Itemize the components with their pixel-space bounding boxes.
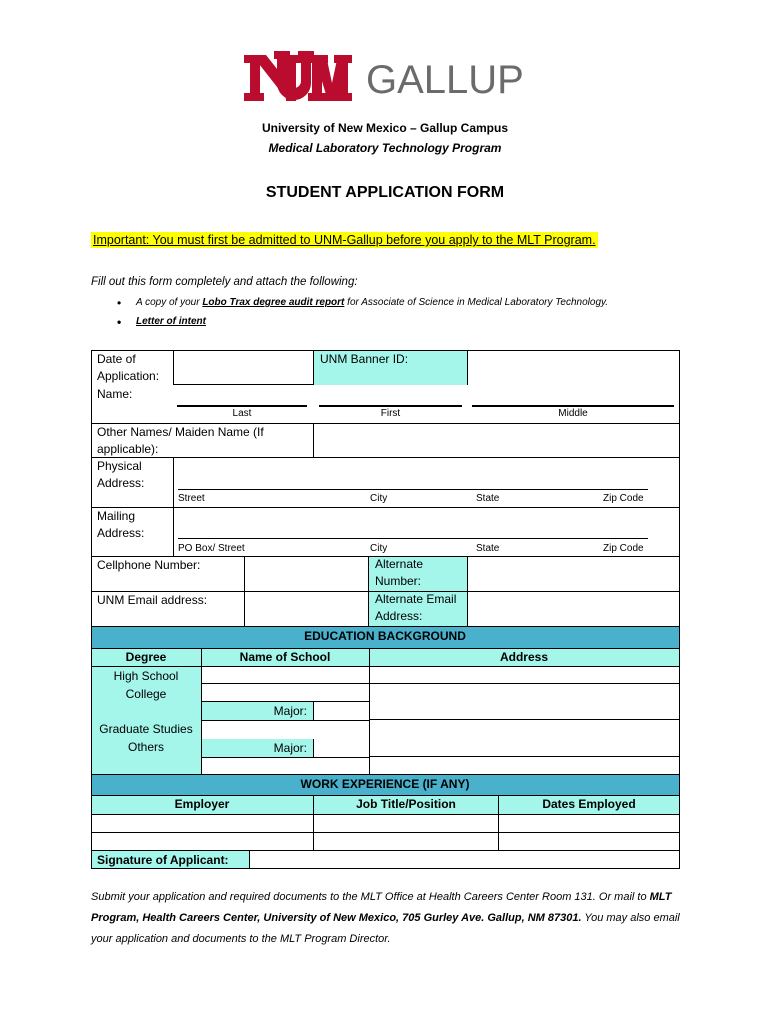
degree-college: College xyxy=(125,687,167,701)
po-box-caption: PO Box/ Street xyxy=(178,543,245,554)
col-address: Address xyxy=(369,648,679,666)
mailing-address-label: Mailing Address: xyxy=(97,509,145,540)
col-job-title: Job Title/Position xyxy=(313,795,498,814)
dates-field-2[interactable] xyxy=(498,832,679,850)
program-name: Medical Laboratory Technology Program xyxy=(268,141,502,155)
alternate-number-label: Alternate Number: xyxy=(369,556,467,591)
first-name-field[interactable] xyxy=(319,405,462,407)
state-caption: State xyxy=(476,543,500,554)
submission-instructions: Submit your application and required documents to the MLT Office at Health Careers Center Room 131. Or mail to MLT Program, Health Careers Center, University of New Mexico, 705 Gurley Ave. Gallup, NM 87301. You may also email your application and documents to the MLT Program Director. xyxy=(91,891,680,945)
others-school-name-field[interactable] xyxy=(201,757,369,774)
other-names-field[interactable] xyxy=(313,423,679,457)
graduate-major-field[interactable] xyxy=(313,739,369,757)
attachment-item-letter: • Letter of intent xyxy=(117,315,206,329)
unm-gallup-logo xyxy=(244,43,534,111)
alternate-email-field[interactable] xyxy=(467,591,679,626)
college-major-field[interactable] xyxy=(313,702,369,720)
col-degree: Degree xyxy=(91,648,201,666)
graduate-address-field[interactable] xyxy=(369,720,679,757)
banner-id-label: UNM Banner ID: xyxy=(314,350,467,385)
state-caption: State xyxy=(476,493,500,504)
form-title: STUDENT APPLICATION FORM xyxy=(265,184,505,201)
graduate-school-name-field[interactable] xyxy=(201,720,369,739)
alternate-email-label: Alternate Email Address: xyxy=(369,591,467,626)
street-caption: Street xyxy=(178,493,205,504)
employer-field-1[interactable] xyxy=(91,814,313,832)
svg-text:GALLUP: GALLUP xyxy=(366,58,524,102)
degree-others: Others xyxy=(127,740,164,754)
work-heading: WORK EXPERIENCE (IF ANY) xyxy=(91,774,679,795)
cellphone-field[interactable] xyxy=(244,556,369,591)
last-caption: Last xyxy=(232,408,252,419)
dates-field-1[interactable] xyxy=(498,814,679,832)
middle-name-field[interactable] xyxy=(472,405,674,407)
graduate-major-label: Major: xyxy=(201,739,313,757)
college-name-field[interactable] xyxy=(201,684,369,702)
college-address-field[interactable] xyxy=(369,684,679,720)
col-dates-employed: Dates Employed xyxy=(498,795,679,814)
degree-column xyxy=(91,666,201,774)
city-caption: City xyxy=(370,493,388,504)
education-heading: EDUCATION BACKGROUND xyxy=(91,626,679,648)
middle-caption: Middle xyxy=(558,408,588,419)
last-name-field[interactable] xyxy=(177,405,307,407)
high-school-name-field[interactable] xyxy=(201,666,369,684)
col-school: Name of School xyxy=(201,648,369,666)
college-major-label: Major: xyxy=(201,702,313,720)
admission-notice: Important: You must first be admitted to UNM-Gallup before you apply to the MLT Program. xyxy=(93,233,596,247)
col-employer: Employer xyxy=(91,795,313,814)
physical-address-line xyxy=(178,489,648,490)
name-label: Name: xyxy=(97,387,133,401)
instructions-intro: Fill out this form completely and attach the following: xyxy=(91,276,358,288)
unm-email-field[interactable] xyxy=(244,591,369,626)
university-name: University of New Mexico – Gallup Campus xyxy=(261,121,509,135)
first-caption: First xyxy=(380,408,401,419)
cellphone-label: Cellphone Number: xyxy=(97,558,201,572)
zip-caption: Zip Code xyxy=(603,543,644,554)
job-title-field-1[interactable] xyxy=(313,814,498,832)
attachment-item-audit: • A copy of your Lobo Trax degree audit report for Associate of Science in Medical Laboratory Technology. xyxy=(117,296,609,310)
date-label: Date of Application: xyxy=(97,352,160,383)
others-address-field[interactable] xyxy=(369,757,679,774)
physical-address-label: Physical Address: xyxy=(97,459,145,490)
date-field[interactable] xyxy=(173,350,314,385)
city-caption: City xyxy=(370,543,388,554)
signature-label: Signature of Applicant: xyxy=(91,850,249,868)
banner-id-field[interactable] xyxy=(467,350,679,385)
signature-field[interactable] xyxy=(249,850,679,868)
mailing-address-line xyxy=(178,538,648,539)
alternate-number-field[interactable] xyxy=(467,556,679,591)
other-names-label: Other Names/ Maiden Name (If applicable): xyxy=(97,425,264,456)
zip-caption: Zip Code xyxy=(603,493,644,504)
degree-graduate: Graduate Studies xyxy=(99,722,193,736)
high-school-address-field[interactable] xyxy=(369,666,679,684)
unm-email-label: UNM Email address: xyxy=(97,593,208,607)
employer-field-2[interactable] xyxy=(91,832,313,850)
job-title-field-2[interactable] xyxy=(313,832,498,850)
degree-high-school: High School xyxy=(113,669,179,683)
